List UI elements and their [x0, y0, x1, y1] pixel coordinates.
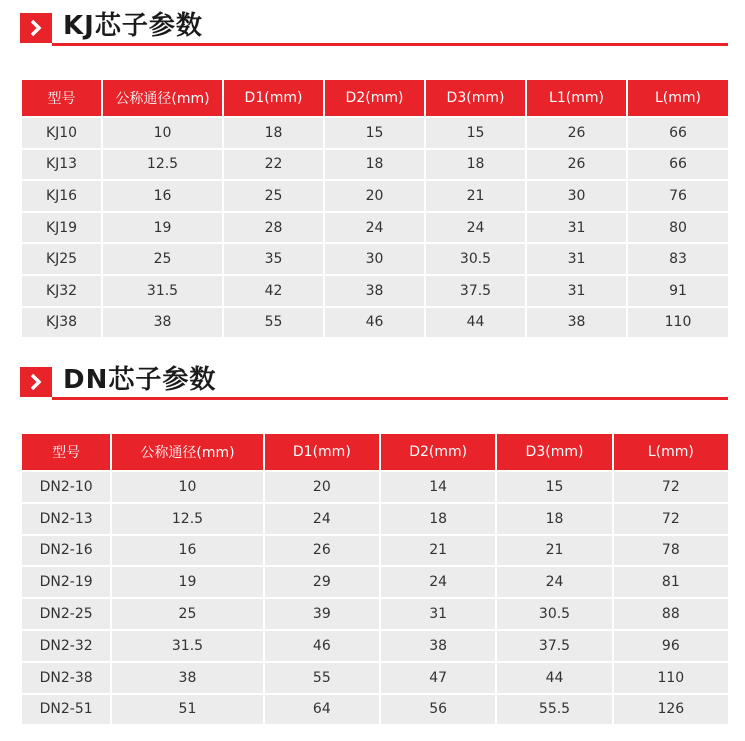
column-header: D2(mm): [381, 434, 495, 470]
value-cell: 56: [381, 695, 495, 725]
model-cell: DN2-32: [22, 631, 110, 661]
value-cell: 38: [103, 308, 222, 338]
value-cell: 31.5: [112, 631, 262, 661]
column-header: L1(mm): [527, 80, 626, 116]
value-cell: 14: [381, 472, 495, 502]
table-row: [22, 663, 728, 693]
value-cell: 25: [112, 599, 262, 629]
column-header: 公称通径(mm): [103, 80, 222, 116]
model-cell: DN2-25: [22, 599, 110, 629]
column-header: D1(mm): [224, 80, 323, 116]
column-header: 公称通径(mm): [112, 434, 262, 470]
value-cell: 30: [527, 181, 626, 211]
value-cell: 30.5: [426, 244, 525, 274]
model-cell: DN2-13: [22, 504, 110, 534]
table-row: [22, 213, 728, 243]
kj-spec-table: [20, 78, 730, 339]
value-cell: 16: [103, 181, 222, 211]
model-cell: KJ32: [22, 276, 101, 306]
section-header-kj: [20, 10, 728, 46]
table-row: [22, 504, 728, 534]
value-cell: 126: [614, 695, 728, 725]
value-cell: 38: [527, 308, 626, 338]
value-cell: 31.5: [103, 276, 222, 306]
value-cell: 18: [497, 504, 611, 534]
table-row: [22, 567, 728, 597]
value-cell: 31: [527, 244, 626, 274]
value-cell: 76: [628, 181, 728, 211]
value-cell: 12.5: [103, 150, 222, 180]
section-title: DN芯子参数: [63, 365, 217, 395]
table-row: [22, 536, 728, 566]
column-header: D1(mm): [265, 434, 379, 470]
value-cell: 88: [614, 599, 728, 629]
table-row: [22, 244, 728, 274]
value-cell: 66: [628, 150, 728, 180]
value-cell: 26: [265, 536, 379, 566]
value-cell: 26: [527, 118, 626, 148]
value-cell: 24: [325, 213, 424, 243]
column-header: D3(mm): [426, 80, 525, 116]
value-cell: 38: [325, 276, 424, 306]
value-cell: 22: [224, 150, 323, 180]
column-header: L(mm): [628, 80, 728, 116]
value-cell: 55: [265, 663, 379, 693]
value-cell: 15: [426, 118, 525, 148]
model-cell: KJ10: [22, 118, 101, 148]
model-cell: KJ13: [22, 150, 101, 180]
model-cell: KJ38: [22, 308, 101, 338]
model-cell: DN2-16: [22, 536, 110, 566]
value-cell: 19: [112, 567, 262, 597]
value-cell: 24: [265, 504, 379, 534]
value-cell: 10: [112, 472, 262, 502]
value-cell: 44: [426, 308, 525, 338]
section-title: KJ芯子参数: [63, 11, 203, 41]
value-cell: 55: [224, 308, 323, 338]
column-header: 型号: [22, 434, 110, 470]
column-header: 型号: [22, 80, 101, 116]
model-cell: DN2-38: [22, 663, 110, 693]
table-row: [22, 631, 728, 661]
model-cell: KJ19: [22, 213, 101, 243]
model-cell: KJ16: [22, 181, 101, 211]
value-cell: 16: [112, 536, 262, 566]
value-cell: 83: [628, 244, 728, 274]
chevron-right-icon: [20, 367, 52, 397]
value-cell: 35: [224, 244, 323, 274]
value-cell: 29: [265, 567, 379, 597]
value-cell: 39: [265, 599, 379, 629]
value-cell: 21: [497, 536, 611, 566]
value-cell: 31: [381, 599, 495, 629]
kj-table-wrap: [20, 78, 730, 339]
value-cell: 91: [628, 276, 728, 306]
value-cell: 24: [381, 567, 495, 597]
table-row: [22, 150, 728, 180]
value-cell: 19: [103, 213, 222, 243]
divider: [52, 43, 728, 46]
value-cell: 30: [325, 244, 424, 274]
column-header: D3(mm): [497, 434, 611, 470]
value-cell: 44: [497, 663, 611, 693]
table-row: [22, 118, 728, 148]
value-cell: 46: [265, 631, 379, 661]
model-cell: DN2-51: [22, 695, 110, 725]
value-cell: 24: [426, 213, 525, 243]
model-cell: DN2-19: [22, 567, 110, 597]
value-cell: 64: [265, 695, 379, 725]
value-cell: 81: [614, 567, 728, 597]
value-cell: 96: [614, 631, 728, 661]
value-cell: 20: [325, 181, 424, 211]
value-cell: 72: [614, 504, 728, 534]
value-cell: 66: [628, 118, 728, 148]
value-cell: 30.5: [497, 599, 611, 629]
value-cell: 18: [381, 504, 495, 534]
value-cell: 25: [103, 244, 222, 274]
table-header-row: [22, 434, 728, 470]
table-row: [22, 599, 728, 629]
section-header-dn: [20, 364, 728, 400]
table-row: [22, 472, 728, 502]
table-row: [22, 308, 728, 338]
value-cell: 37.5: [497, 631, 611, 661]
value-cell: 37.5: [426, 276, 525, 306]
value-cell: 72: [614, 472, 728, 502]
table-row: [22, 181, 728, 211]
column-header: L(mm): [614, 434, 728, 470]
model-cell: DN2-10: [22, 472, 110, 502]
value-cell: 25: [224, 181, 323, 211]
value-cell: 31: [527, 213, 626, 243]
value-cell: 18: [224, 118, 323, 148]
value-cell: 28: [224, 213, 323, 243]
value-cell: 12.5: [112, 504, 262, 534]
value-cell: 46: [325, 308, 424, 338]
value-cell: 15: [497, 472, 611, 502]
value-cell: 31: [527, 276, 626, 306]
value-cell: 47: [381, 663, 495, 693]
value-cell: 110: [614, 663, 728, 693]
value-cell: 42: [224, 276, 323, 306]
table-header-row: [22, 80, 728, 116]
value-cell: 38: [381, 631, 495, 661]
value-cell: 55.5: [497, 695, 611, 725]
value-cell: 38: [112, 663, 262, 693]
value-cell: 51: [112, 695, 262, 725]
divider: [52, 397, 728, 400]
value-cell: 20: [265, 472, 379, 502]
dn-table-wrap: [20, 432, 730, 726]
dn-spec-table: [20, 432, 730, 726]
value-cell: 10: [103, 118, 222, 148]
value-cell: 110: [628, 308, 728, 338]
value-cell: 80: [628, 213, 728, 243]
table-row: [22, 695, 728, 725]
column-header: D2(mm): [325, 80, 424, 116]
value-cell: 15: [325, 118, 424, 148]
value-cell: 18: [426, 150, 525, 180]
model-cell: KJ25: [22, 244, 101, 274]
value-cell: 21: [426, 181, 525, 211]
table-row: [22, 276, 728, 306]
chevron-right-icon: [20, 13, 52, 43]
value-cell: 21: [381, 536, 495, 566]
value-cell: 26: [527, 150, 626, 180]
value-cell: 18: [325, 150, 424, 180]
value-cell: 24: [497, 567, 611, 597]
value-cell: 78: [614, 536, 728, 566]
